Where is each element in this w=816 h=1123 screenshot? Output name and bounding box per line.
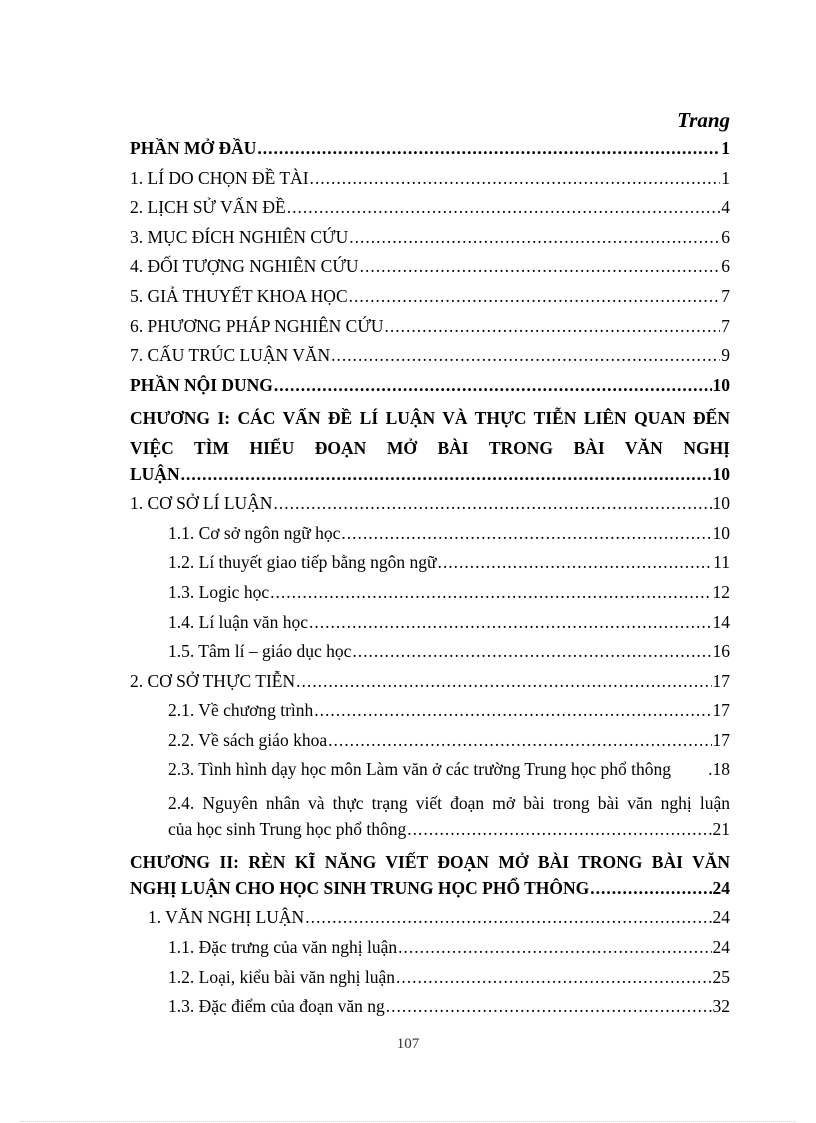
- toc-entry-title: 1.3. Logic học: [168, 581, 270, 602]
- toc-entry-title: 1.2. Loại, kiểu bài văn nghị luận: [168, 966, 395, 987]
- toc-entry-title: 1.5. Tâm lí – giáo dục học: [168, 641, 352, 662]
- toc-leader-dots: [270, 582, 711, 603]
- toc-entry: [130, 967, 730, 997]
- toc-entry: [130, 345, 730, 375]
- table-of-contents: [130, 138, 730, 1026]
- page-column-heading: Trang: [677, 108, 730, 132]
- toc-entry: [130, 316, 730, 346]
- toc-leader-dots: [257, 138, 720, 159]
- toc-entry-page: 12: [712, 581, 730, 602]
- toc-entry-title: 3. MỤC ĐÍCH NGHIÊN CỨU: [130, 226, 349, 247]
- toc-leader-dots: [181, 464, 712, 485]
- toc-leader-dots: [309, 612, 712, 633]
- toc-entry: [130, 700, 730, 730]
- toc-entry-title: PHẦN NỘI DUNG: [130, 374, 273, 395]
- toc-leader-dots: [398, 937, 711, 958]
- toc-entry-title: PHẦN MỞ ĐẦU: [130, 138, 257, 158]
- toc-entry-title: 1.1. Cơ sở ngôn ngữ học: [168, 522, 341, 543]
- toc-entry: [130, 819, 730, 849]
- toc-entry-page: 14: [712, 611, 730, 632]
- toc-heading-line: CHƯƠNG I: CÁC VẤN ĐỀ LÍ LUẬN VÀ THỰC TIỄN LIÊN QUAN ĐẾN VIỆC TÌM HIỂU ĐOẠN MỞ BÀI TRONG BÀI VĂN NGHỊ: [130, 408, 730, 458]
- toc-entry-page: 7: [721, 285, 730, 306]
- toc-entry: [130, 730, 730, 760]
- toc-entry: [130, 612, 730, 642]
- toc-entry-page: 10: [712, 522, 730, 543]
- toc-entry-title: 7. CẤU TRÚC LUẬN VĂN: [130, 345, 331, 366]
- toc-entry: [130, 256, 730, 286]
- toc-entry-title: 2.2. Về sách giáo khoa: [168, 729, 328, 750]
- toc-entry-page: 7: [721, 315, 730, 336]
- toc-leader-dots: [287, 197, 721, 218]
- toc-entry-page: 24: [712, 877, 730, 898]
- toc-entry: [130, 937, 730, 967]
- toc-entry: [130, 227, 730, 257]
- toc-entry-title: 2. CƠ SỞ THỰC TIỄN: [130, 670, 296, 691]
- toc-leader-dots: [590, 878, 711, 899]
- toc-entry-title: 2. LỊCH SỬ VẤN ĐỀ: [130, 197, 286, 218]
- page-number: 107: [396, 1036, 420, 1052]
- toc-entry-page: 21: [712, 818, 730, 839]
- toc-entry-title: của học sinh Trung học phổ thông: [168, 818, 407, 839]
- toc-entry: [130, 197, 730, 227]
- toc-entry: [130, 996, 730, 1026]
- toc-entry-title: 1.4. Lí luận văn học: [168, 611, 308, 632]
- toc-leader-dots: [314, 700, 711, 721]
- toc-entry-page: 10: [712, 493, 730, 514]
- toc-entry-page: 24: [712, 937, 730, 958]
- toc-leader-dots: [360, 256, 721, 277]
- toc-entry-page: 17: [712, 700, 730, 721]
- toc-leader-dots: [407, 819, 711, 840]
- toc-leader-dots: [305, 907, 711, 928]
- toc-entry-title: 2.3. Tình hình dạy học môn Làm văn ở các trường Trung học phổ thông: [168, 759, 672, 780]
- toc-leader-dots: [349, 227, 720, 248]
- toc-leader-dots: [396, 967, 712, 988]
- toc-entry-page: 10: [712, 463, 730, 484]
- toc-entry: [130, 641, 730, 671]
- toc-leader-dots: [331, 345, 720, 366]
- toc-entry-page: 1: [721, 167, 730, 188]
- toc-entry-page: 6: [721, 226, 730, 247]
- toc-leader-dots: [386, 996, 712, 1017]
- toc-heading-line: CHƯƠNG II: RÈN KĨ NĂNG VIẾT ĐOẠN MỞ BÀI TRONG BÀI VĂN: [130, 852, 730, 873]
- toc-entry: [130, 671, 730, 701]
- toc-entry-title: 5. GIẢ THUYẾT KHOA HỌC: [130, 285, 348, 306]
- toc-entry-title: 1. LÍ DO CHỌN ĐỀ TÀI: [130, 167, 309, 188]
- toc-entry: [130, 878, 730, 908]
- toc-leader-dots: [341, 523, 711, 544]
- toc-entry: [130, 759, 730, 789]
- toc-heading-line: 2.4. Nguyên nhân và thực trạng viết đoạn mở bài trong bài văn nghị luận: [168, 793, 730, 814]
- toc-entry-title: 1. CƠ SỞ LÍ LUẬN: [130, 493, 273, 514]
- toc-entry: [130, 582, 730, 612]
- toc-leader-dots: [273, 493, 711, 514]
- toc-leader-dots: [296, 671, 711, 692]
- toc-leader-dots: [438, 552, 713, 573]
- toc-entry-page: 32: [712, 996, 730, 1017]
- toc-entry-page: 17: [712, 729, 730, 750]
- toc-entry-page: 1: [721, 138, 730, 158]
- toc-entry-title: NGHỊ LUẬN CHO HỌC SINH TRUNG HỌC PHỔ THÔNG: [130, 877, 590, 898]
- toc-entry: [130, 138, 730, 168]
- toc-entry: [130, 168, 730, 198]
- toc-entry: [130, 907, 730, 937]
- toc-leader-dots: [352, 641, 711, 662]
- toc-leader-dots: [349, 286, 721, 307]
- toc-entry-title: 1.2. Lí thuyết giao tiếp bằng ngôn ngữ: [168, 552, 437, 573]
- toc-leader-dots: [310, 168, 721, 189]
- toc-entry-page: .18: [708, 759, 730, 780]
- toc-entry-page: 17: [712, 670, 730, 691]
- toc-leader-dots: [274, 375, 712, 396]
- toc-leader-dots: [328, 730, 711, 751]
- toc-entry-title: 1.3. Đặc điểm của đoạn văn ng: [168, 996, 385, 1017]
- toc-entry: [130, 375, 730, 405]
- toc-entry-page: 6: [721, 256, 730, 277]
- toc-entry-title: 2.1. Về chương trình: [168, 700, 314, 721]
- toc-entry-page: 9: [721, 345, 730, 366]
- toc-entry-page: 4: [721, 197, 730, 218]
- toc-entry-page: 24: [712, 907, 730, 928]
- page-bottom-border: [20, 1121, 796, 1122]
- toc-entry-page: 10: [712, 374, 730, 395]
- toc-entry-page: 11: [713, 552, 730, 573]
- toc-entry-title: 1.1. Đặc trưng của văn nghị luận: [168, 937, 398, 958]
- toc-leader-dots: [385, 316, 721, 337]
- toc-entry-title: 4. ĐỐI TƯỢNG NGHIÊN CỨU: [130, 256, 359, 277]
- toc-entry-title: 6. PHƯƠNG PHÁP NGHIÊN CỨU: [130, 315, 384, 336]
- toc-entry: [130, 523, 730, 553]
- toc-entry: [130, 464, 730, 494]
- toc-entry: [130, 493, 730, 523]
- toc-entry-page: 25: [712, 966, 730, 987]
- toc-entry: [130, 552, 730, 582]
- toc-entry-page: 16: [712, 641, 730, 662]
- toc-entry-title: 1. VĂN NGHỊ LUẬN: [148, 907, 305, 928]
- toc-entry: [130, 286, 730, 316]
- toc-entry-title: LUẬN: [130, 463, 180, 484]
